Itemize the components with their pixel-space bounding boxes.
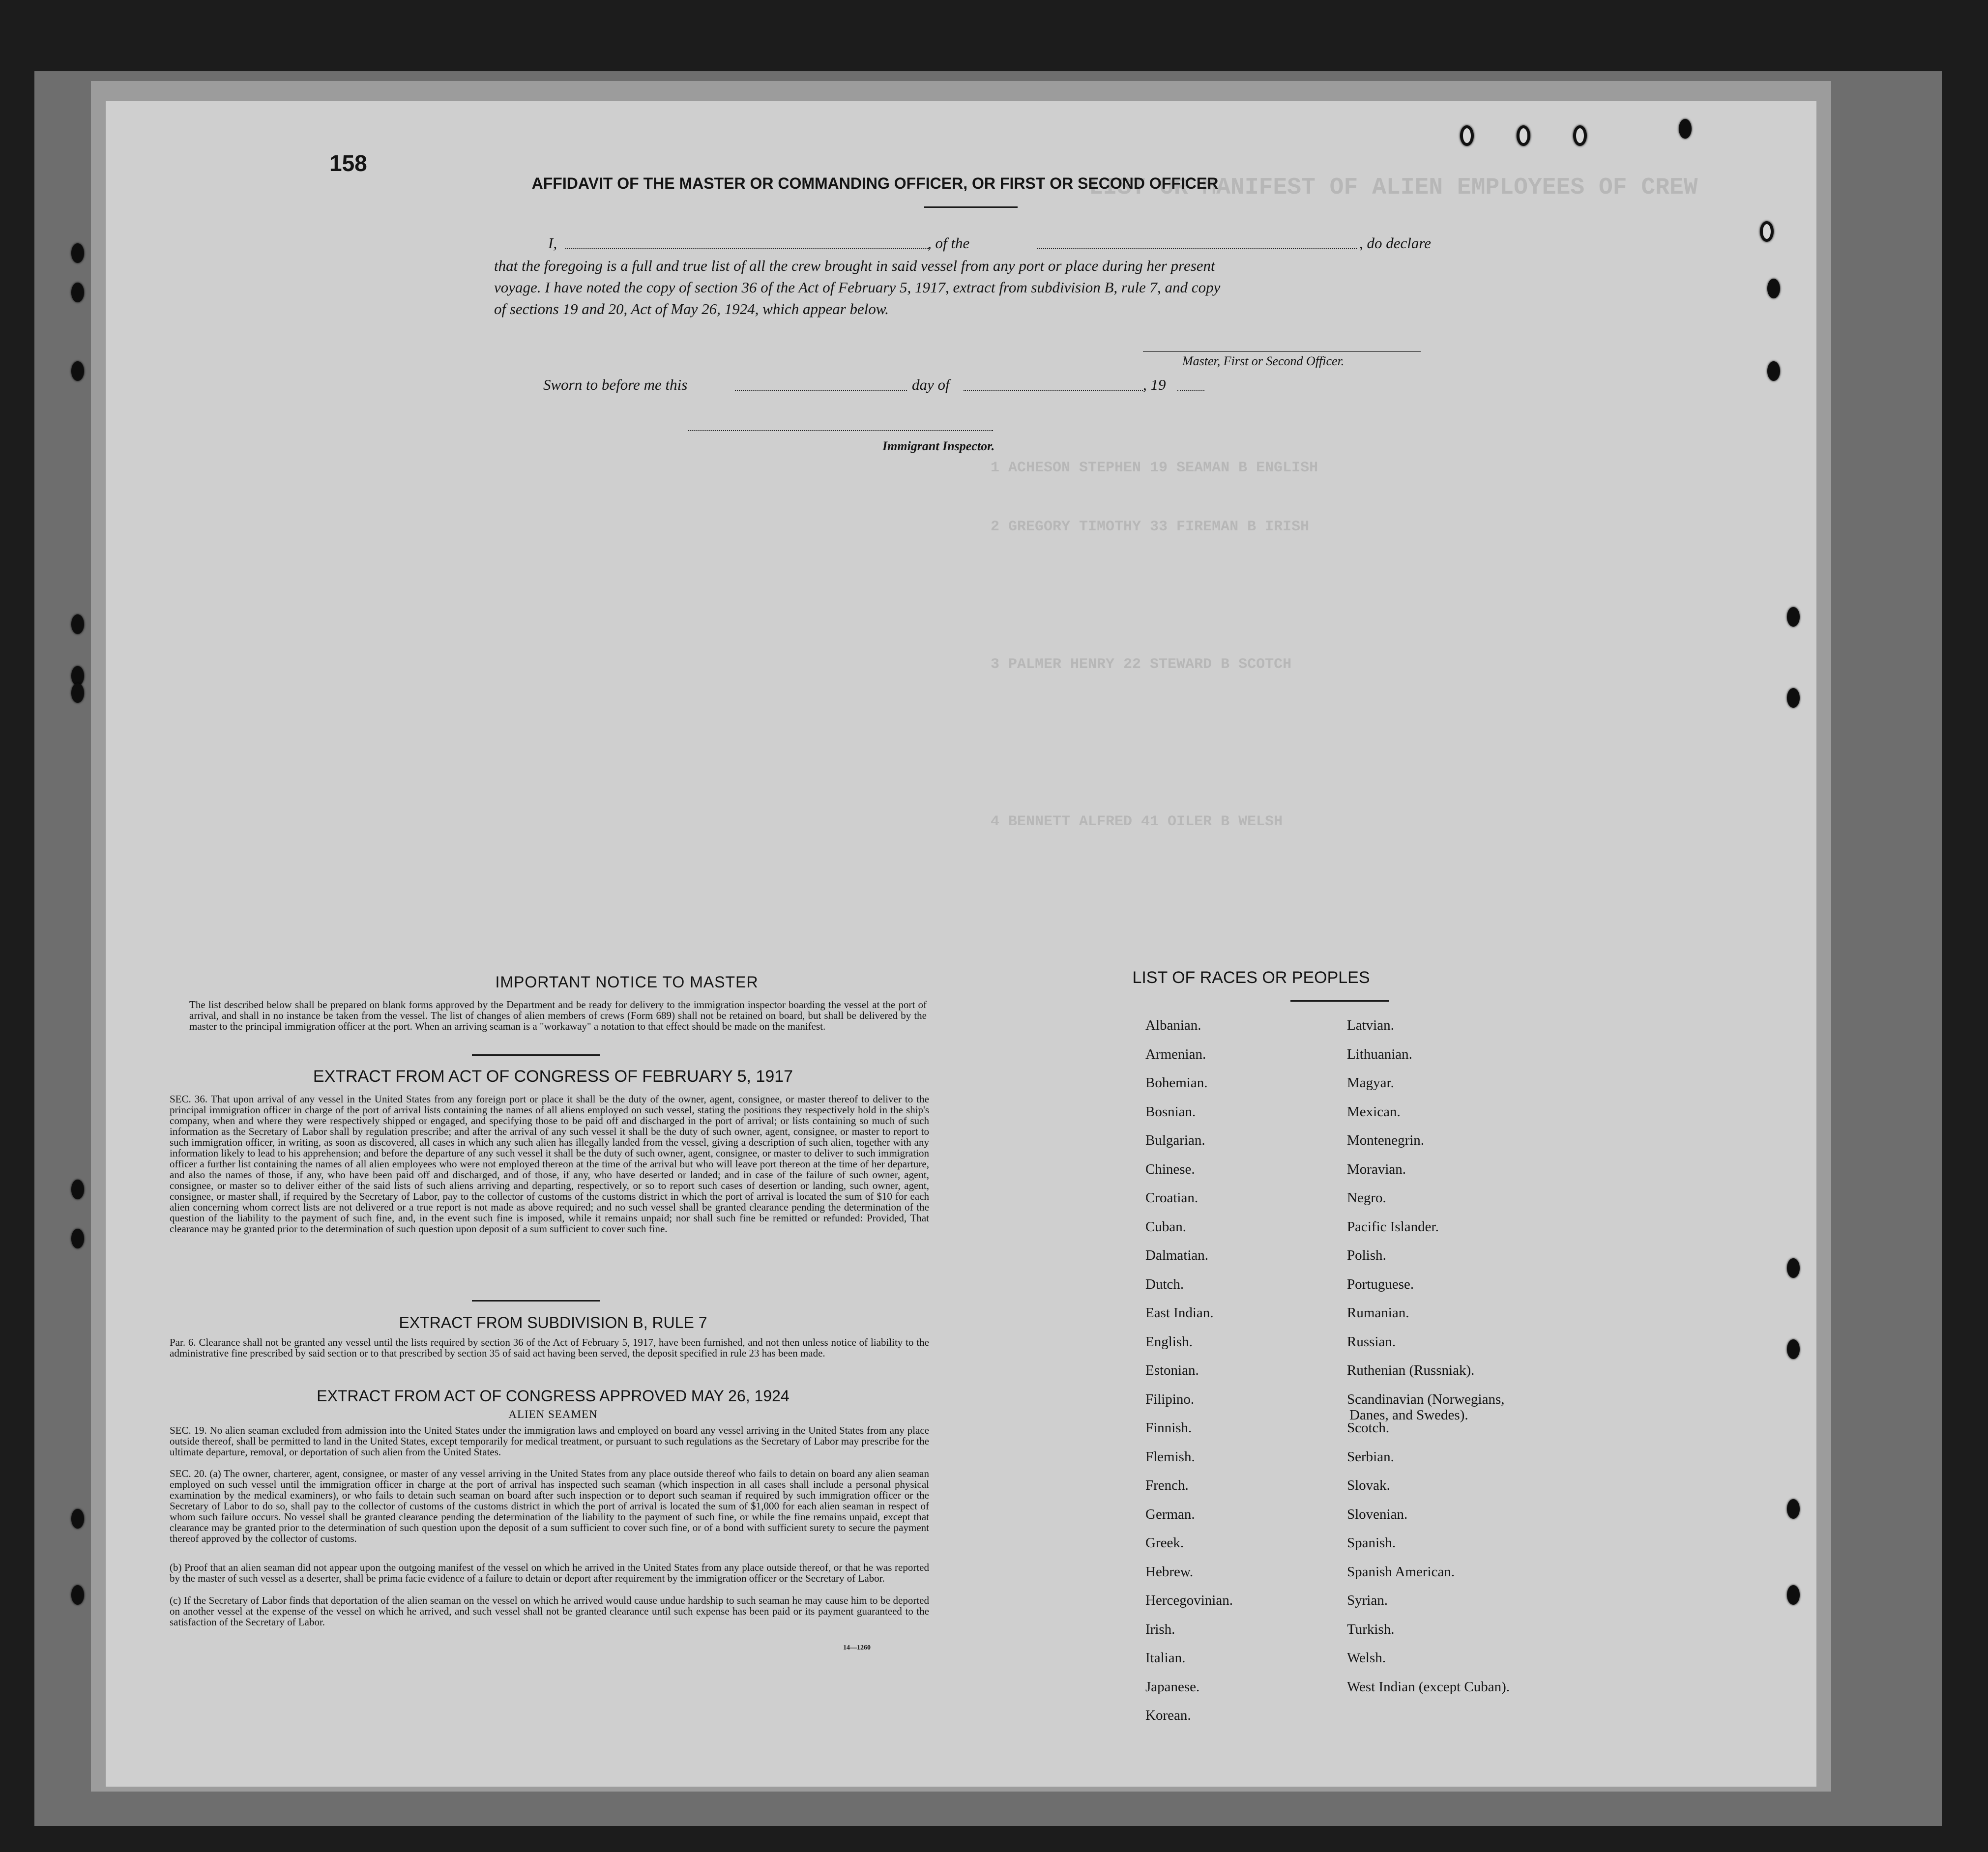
extract-1917-title: EXTRACT FROM ACT OF CONGRESS OF FEBRUARY 5, 1917 (313, 1067, 793, 1086)
race-item: Bohemian. (1145, 1075, 1208, 1091)
punch-hole (71, 614, 84, 634)
race-item: Bulgarian. (1145, 1132, 1205, 1148)
title-underline (924, 206, 1018, 208)
punch-hole (71, 1229, 84, 1248)
race-item: Finnish. (1145, 1420, 1192, 1436)
race-item: Spanish. (1347, 1535, 1396, 1551)
race-item: Scandinavian (Norwegians, (1347, 1391, 1505, 1407)
race-item: Italian. (1145, 1650, 1186, 1666)
races-divider (1290, 1000, 1389, 1002)
rule7-text: Par. 6. Clearance shall not be granted any vessel until the lists required by section 36 of the Act of February 5, 1917, have been furnished, and not then unless notice of liability to the administrative fine prescribed by said section or to that prescribed by section 35 of said act having been served, the deposit specified in rule 23 has been made. (170, 1336, 929, 1359)
sworn-month-field[interactable] (964, 390, 1143, 391)
race-item: Magyar. (1347, 1075, 1394, 1091)
race-item: Korean. (1145, 1707, 1191, 1723)
notice-text: The list described below shall be prepared on blank forms approved by the Department and be ready for delivery to the immigration inspector boarding the vessel at the port of arrival, and shall in no instance be taken from the vessel. The list of changes of alien members of crews (Form 689) shall not be retained on board, but shall be delivered by the master to the principal immigration officer at the port. When an arriving seaman is a "workaway" a notation to that effect should be made on the manifest. (189, 999, 927, 1032)
punch-hole (1787, 607, 1800, 627)
sworn-label: Sworn to before me this (543, 376, 688, 393)
punch-hole (1767, 361, 1780, 381)
punch-hole (1573, 125, 1587, 146)
affidavit-i-label: I, (548, 234, 557, 252)
punch-hole (1787, 1499, 1800, 1519)
master-signature-label: Master, First or Second Officer. (1182, 354, 1345, 368)
notice-divider (472, 1054, 600, 1056)
sec19-text: SEC. 19. No alien seaman excluded from admission into the United States under the immigration laws and employed on board any vessel arriving in the United States from any place outside thereof, shall be permitted to land in the United States, except temporarily for medical treatment, or pursuant to such regulations as the Secretary of Labor may prescribe for the ultimate departure, removal, or deportation of such alien from the United States. (170, 1424, 929, 1458)
race-item: Rumanian. (1347, 1305, 1409, 1321)
bleed-through-text: 4 BENNETT ALFRED 41 OILER B WELSH (991, 813, 1283, 830)
race-item: Japanese. (1145, 1678, 1200, 1695)
race-item: Albanian. (1145, 1017, 1201, 1033)
race-item: Serbian. (1347, 1448, 1394, 1465)
day-of-label: day of (912, 376, 950, 393)
name-field[interactable] (565, 248, 929, 249)
notice-title: IMPORTANT NOTICE TO MASTER (495, 973, 759, 991)
punch-hole (71, 243, 84, 263)
race-item: Montenegrin. (1347, 1132, 1425, 1148)
extract-1917-text: SEC. 36. That upon arrival of any vessel in the United States from any foreign port or place it shall be the duty of the owner, agent, consignee, or master thereof to deliver to the principal immigration officer in charge of the port of arrival lists containing the names of all aliens employed on such vessel, stating the positions they respectively hold in the ship's company, when and where they were respectively shipped or engaged, and specifying those to be paid off and discharged in the port of arrival; or lists containing so much of such information as the Secretary of Labor shall by regulation prescribe; and after the arrival of any such vessel it shall be the duty of such owner, agent, consignee, or master to report to such immigration officer, in writing, as soon as discovered, all cases in which any such alien has illegally landed from the vessel, giving a description of such alien, together with any information likely to lead to his apprehension; and before the departure of any such vessel it shall be the duty of such owner, agent, consignee, or master to deliver to such immigration officer a further list containing the names of all alien employees who were not employed thereon at the time of the arrival but who will leave port thereon at the time of her departure, and also the names of those, if any, who have been paid off and discharged, and of those, if any, who have deserted or landed; and in case of the failure of such owner, agent, consignee, or master so to deliver either of the said lists of such aliens arriving and departing, respectively, or so to report such cases of desertion or landing, such owner, agent, consignee, or master shall, if required by the Secretary of Labor, pay to the collector of customs of the customs district in which the port of arrival is located the sum of $10 for each alien concerning whom correct lists are not delivered or a true report is not made as above required; and no such vessel shall be granted clearance pending the determination of the question of the liability to the payment of such fine, and, in the event such fine is imposed, while it remains unpaid; nor shall such fine be remitted or refunded: Provided, That clearance may be granted prior to the determination of such question upon deposit of a sum sufficient to cover such fine. (170, 1093, 929, 1235)
page-number: 158 (329, 150, 367, 176)
race-item: Syrian. (1347, 1592, 1388, 1608)
race-item: Greek. (1145, 1535, 1184, 1551)
race-item: French. (1145, 1477, 1189, 1493)
punch-hole (1787, 1585, 1800, 1605)
sworn-year-field[interactable] (1177, 390, 1204, 391)
punch-hole (71, 1509, 84, 1529)
race-item: Turkish. (1347, 1621, 1395, 1637)
year-label: , 19 (1143, 376, 1166, 393)
sworn-day-field[interactable] (735, 390, 907, 391)
race-item: East Indian. (1145, 1305, 1214, 1321)
race-item: Ruthenian (Russniak). (1347, 1362, 1475, 1378)
race-item: Scotch. (1347, 1420, 1390, 1436)
race-item: Latvian. (1347, 1017, 1394, 1033)
race-item: Chinese. (1145, 1161, 1195, 1177)
affidavit-body-line-3: of sections 19 and 20, Act of May 26, 1924, which appear below. (494, 300, 889, 318)
race-item: Flemish. (1145, 1448, 1195, 1465)
race-item: Slovak. (1347, 1477, 1390, 1493)
punch-hole (1787, 688, 1800, 708)
bleed-through-text: LIST OR MANIFEST OF ALIEN EMPLOYEES OF CREW (1089, 174, 1698, 201)
bleed-through-text: 1 ACHESON STEPHEN 19 SEAMAN B ENGLISH (991, 460, 1318, 476)
punch-hole (71, 683, 84, 703)
race-item: Danes, and Swedes). (1349, 1407, 1468, 1423)
races-title: LIST OF RACES OR PEOPLES (1132, 968, 1370, 987)
sec20b-text: (b) Proof that an alien seaman did not appear upon the outgoing manifest of the vessel on which he arrived in the United States from any place outside thereof, or that he was reported by the master of such vessel as a deserter, shall be prima facie evidence of a failure to detain or deport after requirement by the immigration officer or the Secretary of Labor. (170, 1562, 929, 1584)
race-item: Slovenian. (1347, 1506, 1408, 1522)
extract-1924-title: EXTRACT FROM ACT OF CONGRESS APPROVED MAY 26, 1924 (317, 1387, 789, 1405)
race-item: Mexican. (1347, 1103, 1401, 1120)
punch-hole (71, 1180, 84, 1199)
extract-1917-divider (472, 1300, 600, 1302)
race-item: Polish. (1347, 1247, 1386, 1263)
race-item: West Indian (except Cuban). (1347, 1678, 1510, 1695)
race-item: Cuban. (1145, 1218, 1186, 1235)
affidavit-body-line-2: voyage. I have noted the copy of section 36 of the Act of February 5, 1917, extract from subdivision B, rule 7, and copy (494, 279, 1221, 296)
inspector-label: Immigrant Inspector. (882, 439, 995, 453)
punch-hole (1460, 125, 1474, 146)
punch-hole (71, 666, 84, 686)
race-item: German. (1145, 1506, 1195, 1522)
bleed-through-text: 2 GREGORY TIMOTHY 33 FIREMAN B IRISH (991, 519, 1310, 535)
race-item: Moravian. (1347, 1161, 1406, 1177)
race-item: Pacific Islander. (1347, 1218, 1439, 1235)
sec20c-text: (c) If the Secretary of Labor finds that deportation of the alien seaman on the vessel on which he arrived would cause undue hardship to such seaman he may cause him to be deported on another vessel at the expense of the vessel on which he arrived, and such vessel shall not be granted clearance until such expense has been paid or its payment guaranteed to the satisfaction of the Secretary of Labor. (170, 1594, 929, 1628)
punch-hole (1517, 125, 1530, 146)
inspector-signature-field[interactable] (688, 430, 993, 431)
race-item: Bosnian. (1145, 1103, 1196, 1120)
race-item: Dalmatian. (1145, 1247, 1209, 1263)
race-item: Portuguese. (1347, 1276, 1414, 1292)
affidavit-title: AFFIDAVIT OF THE MASTER OR COMMANDING OFFICER, OR FIRST OR SECOND OFFICER (531, 174, 1219, 192)
race-item: Hebrew. (1145, 1563, 1194, 1580)
rule7-title: EXTRACT FROM SUBDIVISION B, RULE 7 (399, 1314, 707, 1331)
punch-hole (1787, 1339, 1800, 1359)
race-item: Spanish American. (1347, 1563, 1455, 1580)
form-code: 14—1260 (843, 1644, 871, 1651)
punch-hole (71, 283, 84, 302)
bleed-through-text: 3 PALMER HENRY 22 STEWARD B SCOTCH (991, 656, 1292, 673)
race-item: Croatian. (1145, 1190, 1199, 1206)
punch-hole (1787, 1258, 1800, 1278)
race-item: Russian. (1347, 1333, 1396, 1350)
vessel-field[interactable] (1037, 248, 1357, 249)
punch-hole (71, 1585, 84, 1605)
punch-hole (71, 361, 84, 381)
race-item: Irish. (1145, 1621, 1175, 1637)
punch-hole (1679, 119, 1692, 139)
master-signature-field[interactable] (1143, 351, 1421, 352)
affidavit-declare-label: , do declare (1359, 234, 1432, 252)
affidavit-body-line-1: that the foregoing is a full and true list of all the crew brought in said vessel from any port or place during her present (494, 257, 1215, 274)
race-item: Welsh. (1347, 1650, 1386, 1666)
sec20a-text: SEC. 20. (a) The owner, charterer, agent, consignee, or master of any vessel arriving in the United States from any place outside thereof who fails to detain on board any alien seaman employed on such vessel until the immigration officer in charge at the port of arrival has inspected such seaman (which inspection in all cases shall include a personal physical examination by the medical examiners), or who fails to detain such seaman on board after such inspection or to deport such seaman if required by such immigration officer or the Secretary of Labor to do so, shall pay to the collector of customs of the customs district in which the port of arrival is located the sum of $1,000 for each alien seaman in respect of whom such failure occurs. No vessel shall be granted clearance pending the determination of the liability to the payment of such fine, or while the fine remains unpaid, except that clearance may be granted prior to the determination of such question upon the deposit of a sum sufficient to cover such fine, or of a bond with sufficient surety to secure the payment thereof approved by the collector of customs. (170, 1468, 929, 1544)
punch-hole (1767, 279, 1780, 298)
race-item: Armenian. (1145, 1046, 1206, 1062)
punch-hole (1760, 221, 1774, 242)
race-item: Negro. (1347, 1190, 1386, 1206)
race-item: Estonian. (1145, 1362, 1199, 1378)
affidavit-of-the-label: , of the (928, 234, 970, 252)
race-item: Lithuanian. (1347, 1046, 1412, 1062)
race-item: Hercegovinian. (1145, 1592, 1233, 1608)
race-item: English. (1145, 1333, 1193, 1350)
race-item: Filipino. (1145, 1391, 1195, 1407)
race-item: Dutch. (1145, 1276, 1184, 1292)
alien-seamen-subtitle: ALIEN SEAMEN (508, 1408, 598, 1420)
document-page (106, 101, 1816, 1787)
